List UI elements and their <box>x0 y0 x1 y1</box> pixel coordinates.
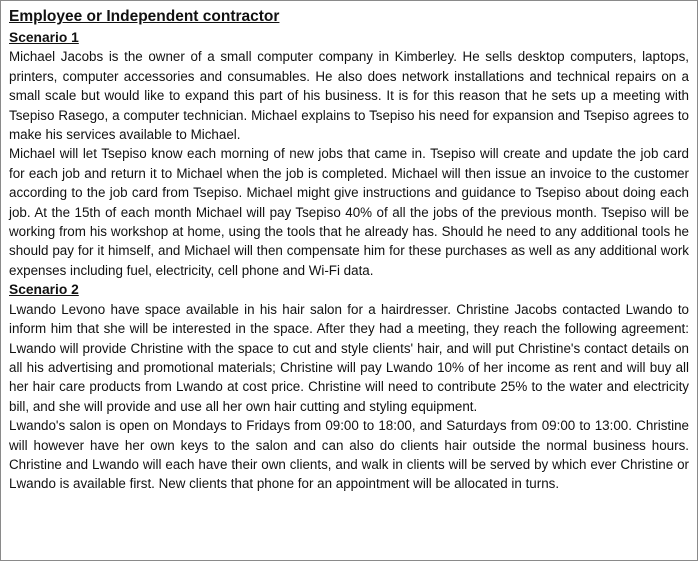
scenario-2-paragraph-2: Lwando's salon is open on Mondays to Fridays from 09:00 to 18:00, and Saturdays from 09:00 to 13:00. Christine will however have her own keys to the salon and can also do clients hair outside the normal business hours. Christine and Lwando will each have their own clients, and walk in clients will be served by which ever Christine or Lwando is available first. New clients that phone for an appointment will be allocated in turns. <box>9 418 689 492</box>
scenario-1-paragraph-1: Michael Jacobs is the owner of a small computer company in Kimberley. He sells desktop computers, laptops, printers, computer accessories and consumables. He also does network installations and technical repairs on a small scale but would like to expand this part of his business. It is for this reason that he sets up a meeting with Tsepiso Rasego, a computer technician. Michael explains to Tsepiso his need for expansion and Tsepiso agrees to make his services available to Michael. <box>9 49 689 143</box>
scenario-2-heading: Scenario 2 <box>9 282 79 298</box>
scenario-1-section <box>9 28 689 280</box>
scenario-2-section <box>9 280 689 493</box>
scenario-2-paragraph-1: Lwando Levono have space available in his hair salon for a hairdresser. Christine Jacobs contacted Lwando to inform him that she will be interested in the space. After they had a meeting, they reach the following agreement: Lwando will provide Christine with the space to cut and style clients' hair, and will put Christine's contact details on all his advertising and promotional materials; Christine will pay Lwando 10% of her income as rent and will buy all her hair care products from Lwando at cost price. Christine will need to contribute 25% to the water and electricity bill, and she will provide and use all her own hair cutting and styling equipment. <box>9 301 689 414</box>
scenario-1-heading: Scenario 1 <box>9 30 79 45</box>
document-title: Employee or Independent contractor <box>9 8 280 25</box>
scenario-1-paragraph-2: Michael will let Tsepiso know each morning of new jobs that came in. Tsepiso will create and update the job card for each job and return it to Michael when the job is completed. Michael will then issue an invoice to the customer according to the job card from Tsepiso. Michael might give instructions and guidance to Tsepiso about doing each job. At the 15th of each month Michael will pay Tsepiso 40% of all the jobs of the previous month. Tsepiso will be working from his workshop at home, using the tools that he already has. Should he need to any additional tools he should pay for it himself, and Michael will then compensate him for these purchases as well as any additional work expenses including fuel, electricity, cell phone and Wi-Fi data. <box>9 146 689 278</box>
